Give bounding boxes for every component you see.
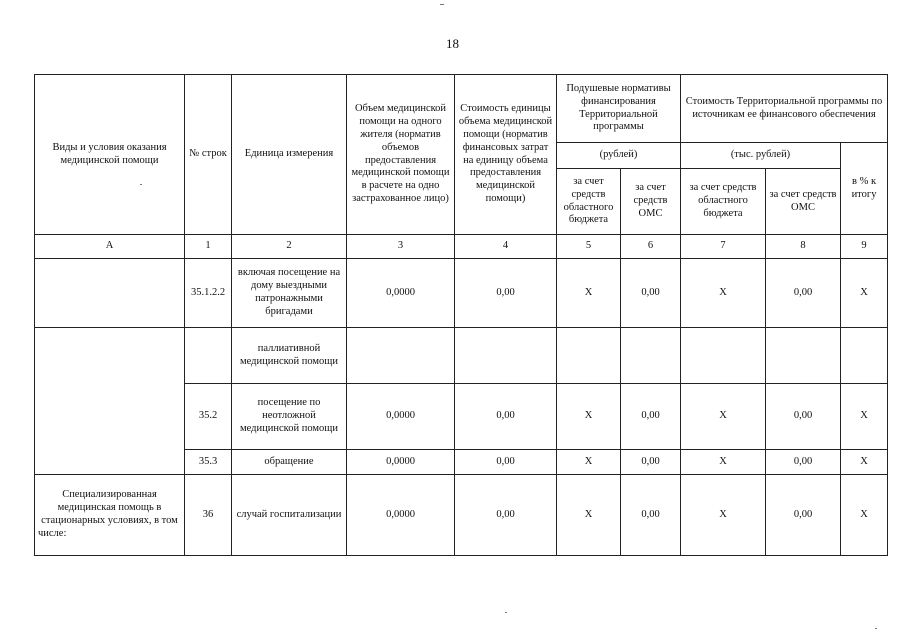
cell-norm-regional [557, 328, 621, 384]
cell-volume: 0,0000 [347, 384, 455, 450]
index-cell: 6 [621, 235, 681, 259]
header-thousand-rubles: (тыс. рублей) [681, 143, 841, 169]
cell-prog-regional: Х [681, 450, 766, 475]
header-types: Виды и условия оказания медицинской помощи [35, 75, 185, 235]
cell-unit: включая посещение на дому выездными патронажными бригадами [232, 259, 347, 328]
cell-prog-regional [681, 328, 766, 384]
cell-prog-oms [766, 328, 841, 384]
index-cell: 1 [185, 235, 232, 259]
header-rubles: (рублей) [557, 143, 681, 169]
cell-volume [347, 328, 455, 384]
header-row-number: № строк [185, 75, 232, 235]
cell-norm-oms: 0,00 [621, 259, 681, 328]
cell-volume: 0,0000 [347, 475, 455, 556]
cell-volume: 0,0000 [347, 259, 455, 328]
cell-norm-regional: Х [557, 450, 621, 475]
cell-prog-oms: 0,00 [766, 475, 841, 556]
medical-care-table [34, 74, 888, 556]
header-norm-oms: за счет средств ОМС [621, 169, 681, 235]
index-cell: 3 [347, 235, 455, 259]
scan-speck [440, 4, 444, 5]
cell-row-number: 36 [185, 475, 232, 556]
cell-type [35, 259, 185, 328]
cell-unit: обращение [232, 450, 347, 475]
scan-speck [505, 612, 507, 613]
cell-row-number: 35.3 [185, 450, 232, 475]
cell-norm-regional: Х [557, 259, 621, 328]
index-cell: А [35, 235, 185, 259]
index-cell: 8 [766, 235, 841, 259]
cell-norm-regional: Х [557, 384, 621, 450]
header-cost: Стоимость единицы объема медицинской помощи (норматив финансовых затрат на единицу объема предоставления медицинской помощи) [455, 75, 557, 235]
cell-prog-oms: 0,00 [766, 450, 841, 475]
index-row [35, 235, 888, 259]
header-program-cost: Стоимость Территориальной программы по источникам ее финансового обеспечения [681, 75, 888, 143]
scan-speck [140, 184, 142, 185]
cell-cost: 0,00 [455, 450, 557, 475]
scan-speck [875, 628, 877, 629]
table-row [35, 328, 888, 384]
cell-prog-oms: 0,00 [766, 259, 841, 328]
cell-percent: Х [841, 384, 888, 450]
cell-prog-regional: Х [681, 384, 766, 450]
cell-prog-oms: 0,00 [766, 384, 841, 450]
cell-percent: Х [841, 450, 888, 475]
cell-norm-oms: 0,00 [621, 384, 681, 450]
cell-norm-regional: Х [557, 475, 621, 556]
table-row [35, 475, 888, 556]
cell-type: Специализированная медицинская помощь в стационарных условиях, в том числе: [35, 475, 185, 556]
cell-norm-oms: 0,00 [621, 475, 681, 556]
cell-cost: 0,00 [455, 259, 557, 328]
page-number: 18 [446, 36, 459, 51]
cell-norm-oms: 0,00 [621, 450, 681, 475]
header-volume: Объем медицинской помощи на одного жителя (норматив объемов предоставления медицинской помощи в расчете на одно застрахованное лицо) [347, 75, 455, 235]
header-per-capita-norms: Подушевые нормативы финансирования Территориальной программы [557, 75, 681, 143]
cell-percent: Х [841, 475, 888, 556]
header-row [35, 75, 888, 143]
index-cell: 4 [455, 235, 557, 259]
cell-row-number: 35.2 [185, 384, 232, 450]
index-cell: 2 [232, 235, 347, 259]
header-prog-regional: за счет средств областного бюджета [681, 169, 766, 235]
table-row [35, 259, 888, 328]
header-unit: Единица измерения [232, 75, 347, 235]
header-percent-total: в % к итогу [841, 143, 888, 235]
cell-unit: случай госпитализации [232, 475, 347, 556]
cell-cost [455, 328, 557, 384]
header-norm-regional: за счет средств областного бюджета [557, 169, 621, 235]
cell-percent: Х [841, 259, 888, 328]
cell-row-number [185, 328, 232, 384]
cell-cost: 0,00 [455, 475, 557, 556]
cell-row-number: 35.1.2.2 [185, 259, 232, 328]
cell-type [35, 328, 185, 475]
index-cell: 5 [557, 235, 621, 259]
cell-norm-oms [621, 328, 681, 384]
cell-prog-regional: Х [681, 259, 766, 328]
cell-prog-regional: Х [681, 475, 766, 556]
cell-volume: 0,0000 [347, 450, 455, 475]
cell-cost: 0,00 [455, 384, 557, 450]
header-prog-oms: за счет средств ОМС [766, 169, 841, 235]
cell-unit: паллиативной медицинской помощи [232, 328, 347, 384]
index-cell: 7 [681, 235, 766, 259]
index-cell: 9 [841, 235, 888, 259]
cell-unit: посещение по неотложной медицинской помощи [232, 384, 347, 450]
cell-percent [841, 328, 888, 384]
